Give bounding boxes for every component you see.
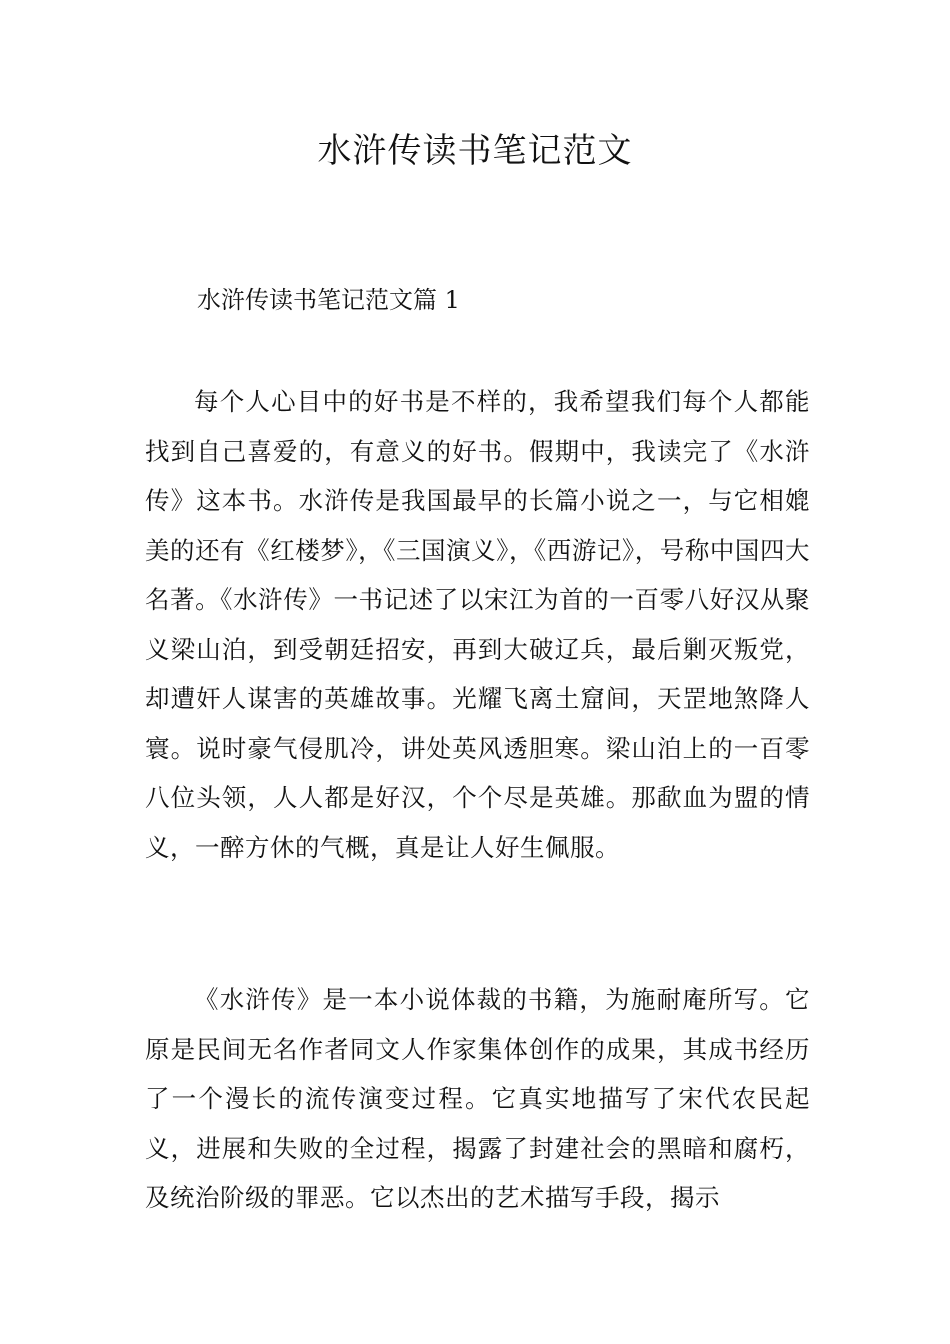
paragraph-1: 每个人心目中的好书是不样的，我希望我们每个人都能找到自己喜爱的，有意义的好书。假期中，我读完了《水浒传》这本书。水浒传是我国最早的长篇小说之一，与它相媲美的还有《红楼梦》，《三国演义》，《西游记》，号称中国四大名著。《水浒传》一书记述了以宋江为首的一百零八好汉从聚义梁山泊，到受朝廷招安，再到大破辽兵，最后剿灭叛党，却遭奸人谋害的英雄故事。光耀飞离土窟间，天罡地煞降人寰。说时豪气侵肌冷，讲处英风透胆寒。梁山泊上的一百零八位头领，人人都是好汉，个个尽是英雄。那歃血为盟的情义，一醉方休的气概，真是让人好生佩服。	[145, 387, 810, 862]
paragraph-2: 《水浒传》是一本小说体裁的书籍，为施耐庵所写。它原是民间无名作者同文人作家集体创作的成果，其成书经历了一个漫长的流传演变过程。它真实地描写了宋代农民起义，进展和失败的全过程，揭露了封建社会的黑暗和腐朽，及统治阶级的罪恶。它以杰出的艺术描写手段，揭示	[145, 985, 810, 1212]
section-heading: 水浒传读书笔记范文篇 1	[197, 286, 460, 314]
document-title: 水浒传读书笔记范文	[317, 131, 633, 171]
